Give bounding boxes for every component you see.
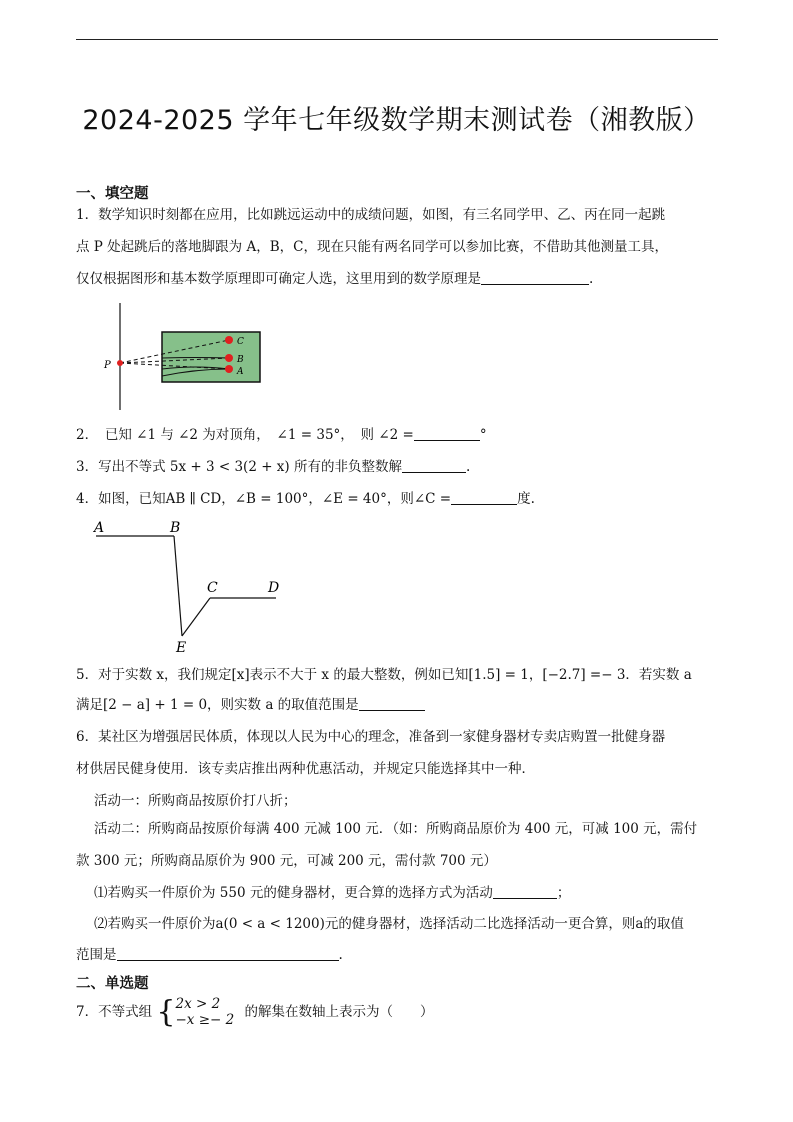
q1-figure: [96, 303, 276, 413]
q6-sub2-answer-blank[interactable]: [117, 946, 339, 961]
q6-sub1-post: ；: [556, 885, 571, 901]
q3-answer-blank[interactable]: [402, 458, 466, 473]
label-a: A: [94, 520, 105, 536]
label-c: C: [207, 580, 218, 596]
q5-line1: 5．对于实数 x，我们规定[x]表示不大于 x 的最大整数，例如已知[1.5] = 1，[−2.7] =− 3．若实数 a: [76, 667, 692, 683]
q7-text: 7．不等式组: [76, 1004, 153, 1020]
q1-line3: [76, 270, 593, 288]
q6-sub1-text: ⑴若购买一件原价为 550 元的健身器材，更合算的选择方式为活动: [94, 885, 493, 901]
q7-ineq2: −x ≥− 2: [175, 1012, 235, 1028]
q7-system: [175, 996, 234, 1028]
label-e: E: [176, 640, 187, 656]
q2-line: [76, 426, 487, 444]
q1-line1: 1．数学知识时刻都在应用，比如跳远运动中的成绩问题，如图，有三名同学甲、乙、丙在同一起跳: [76, 207, 666, 223]
q6-line1: 6．某社区为增强居民体质，体现以人民为中心的理念，准备到一家健身器材专卖店购置一批健身器: [76, 729, 666, 745]
q4-post: 度.: [517, 491, 535, 507]
q4-line: [76, 490, 535, 508]
label-a: A: [237, 367, 244, 377]
q7-ineq1: 2x > 2: [175, 996, 221, 1012]
q7-line: [76, 996, 434, 1028]
q3-text: 3．写出不等式 5x + 3 < 3(2 + x) 所有的非负整数解: [76, 459, 402, 475]
q1-line2: 点 P 处起跳后的落地脚跟为 A，B，C，现在只能有两名同学可以参加比赛，不借助其他测量工具，: [76, 239, 668, 255]
q6-sub1: [94, 884, 570, 902]
q5-line2: [76, 696, 425, 714]
q2-text: 2． 已知 ∠1 与 ∠2 为对顶角， ∠1 = 35°， 则 ∠2 =: [76, 427, 414, 443]
q1-line3-text: 仅仅根据图形和基本数学原理即可确定人选，这里用到的数学原理是: [76, 271, 481, 287]
label-p: P: [104, 360, 111, 371]
page-title: 2024-2025 学年七年级数学期末测试卷（湘教版）: [82, 105, 711, 136]
q6-sub2-line2: [76, 946, 343, 964]
q6-sub2-line1: ⑵若购买一件原价为a(0 < a < 1200)元的健身器材，选择活动二比选择活动一更合算，则a的取值: [94, 916, 684, 932]
label-d: D: [268, 580, 280, 596]
q1-end: .: [589, 271, 594, 287]
q6-line2: 材供居民健身使用．该专卖店推出两种优惠活动，并规定只能选择其中一种．: [76, 761, 535, 777]
label-c: C: [237, 337, 244, 347]
q7-brace: {: [156, 994, 176, 1030]
q5-answer-blank[interactable]: [359, 696, 425, 711]
q2-answer-blank[interactable]: [414, 426, 480, 441]
q2-post: °: [479, 427, 487, 443]
q6-sub2-text: 范围是: [76, 947, 117, 963]
q4-answer-blank[interactable]: [451, 490, 517, 505]
label-b: B: [170, 520, 181, 536]
label-b: B: [237, 355, 244, 365]
q6-activity2-line2: 款 300 元；所购商品原价为 900 元，可减 200 元，需付款 700 元）: [76, 853, 497, 869]
q7-post: 的解集在数轴上表示为（ ）: [244, 1004, 434, 1020]
header-rule: [76, 39, 718, 40]
q3-post: .: [465, 459, 471, 475]
section-single-choice-heading: 二、单选题: [76, 976, 149, 992]
q4-text: 4．如图，已知AB ∥ CD，∠B = 100°，∠E = 40°，则∠C =: [76, 491, 452, 507]
q6-activity1: 活动一：所购商品按原价打八折；: [94, 793, 297, 809]
q4-figure: [90, 516, 290, 661]
q6-sub1-answer-blank[interactable]: [493, 884, 557, 899]
q3-line: [76, 458, 470, 476]
q6-activity2-line1: 活动二：所购商品按原价每满 400 元减 100 元．（如：所购商品原价为 400 元，可减 100 元，需付: [94, 821, 698, 837]
section-fill-blank-heading: 一、填空题: [76, 186, 149, 202]
q5-text: 满足[2 − a] + 1 = 0，则实数 a 的取值范围是: [76, 697, 359, 713]
q6-sub2-post: .: [338, 947, 343, 963]
q1-answer-blank[interactable]: [481, 270, 589, 285]
